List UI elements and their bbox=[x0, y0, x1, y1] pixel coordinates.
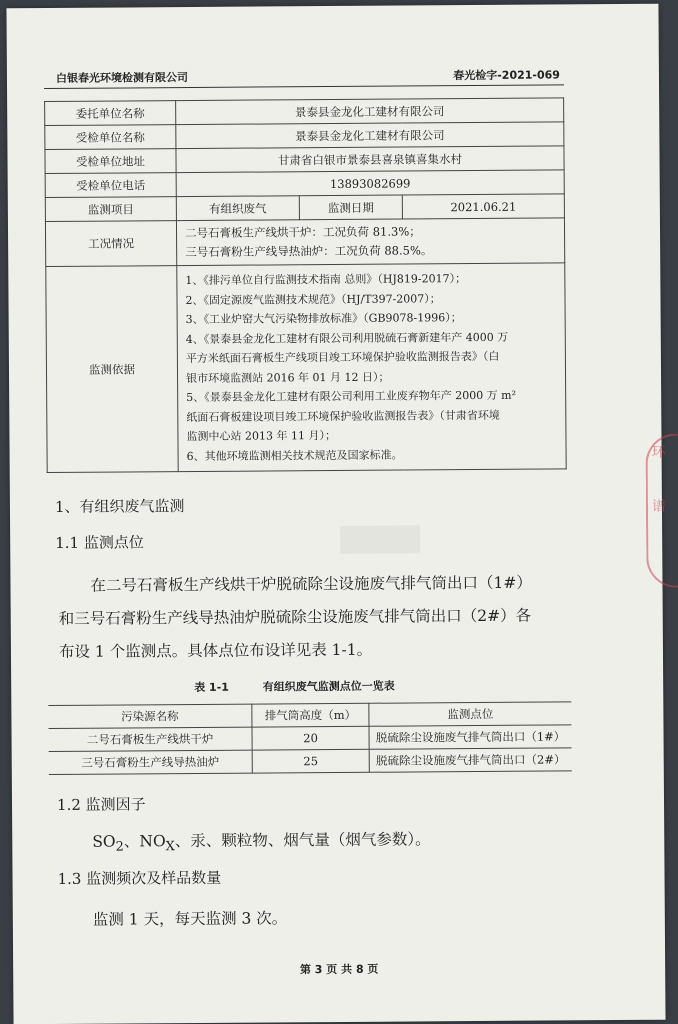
cell-source: 二号石膏板生产线烘干炉 bbox=[48, 727, 252, 751]
factors-rest: 、汞、颗粒物、烟气量（烟气参数）。 bbox=[174, 830, 431, 851]
condition-line: 三号石膏粉生产线导热油炉：工况负荷 88.5%。 bbox=[185, 243, 433, 260]
phone-value: 13893082699 bbox=[176, 170, 564, 197]
basis-line: 1、《排污单位自行监测技术指南 总则》（HJ819-2017）； bbox=[185, 272, 467, 288]
inspected-value: 景泰县金龙化工建材有限公司 bbox=[176, 122, 564, 149]
basis-line: 6、其他环境监测相关技术规范及国家标准。 bbox=[186, 448, 403, 463]
paragraph-line: 在二号石膏板生产线烘干炉脱硫除尘设施废气排气筒出口（1#） bbox=[90, 573, 532, 595]
monitoring-factors bbox=[92, 827, 430, 854]
condition-value bbox=[176, 218, 564, 266]
condition-line: 二号石膏板生产线烘干炉：工况负荷 81.3%； bbox=[184, 224, 421, 241]
section-1-1-title: 1.1 监测点位 bbox=[55, 533, 144, 552]
date-value: 2021.06.21 bbox=[402, 194, 564, 219]
paragraph-line: 和三号石膏粉生产线导热油炉脱硫除尘设施废气排气筒出口（2#）各 bbox=[58, 606, 532, 628]
date-label: 监测日期 bbox=[299, 195, 402, 220]
cell-point: 脱硫除尘设施废气排气筒出口（2#） bbox=[369, 748, 572, 772]
phone-label: 受检单位电话 bbox=[45, 173, 176, 198]
info-table bbox=[44, 97, 567, 473]
col-header-point: 监测点位 bbox=[369, 702, 572, 726]
nox-text: NO bbox=[139, 832, 166, 851]
company-name: 白银春光环境检测有限公司 bbox=[55, 71, 188, 85]
cell-source: 三号石膏粉生产线导热油炉 bbox=[49, 750, 253, 774]
address-label: 受检单位地址 bbox=[45, 149, 176, 174]
stamp-fragment: 环 bbox=[651, 444, 666, 461]
section-1-1-paragraph bbox=[58, 566, 564, 669]
address-value: 甘肃省白银市景泰县喜泉镇喜集水村 bbox=[176, 146, 564, 173]
separator: 、 bbox=[123, 832, 140, 851]
client-label: 委托单位名称 bbox=[45, 101, 176, 126]
table-row bbox=[49, 748, 572, 775]
basis-line: 4、《景泰县金龙化工建材有限公司利用脱硫石膏新建年产 4000 万 bbox=[185, 330, 509, 346]
basis-line: 平方米纸面石膏板生产线项目竣工环境保护验收监测报告表》（白 bbox=[185, 349, 500, 366]
item-value: 有组织废气 bbox=[176, 196, 299, 221]
paragraph-line: 布设 1 个监测点。具体点位布设详见表 1-1。 bbox=[58, 640, 373, 661]
so2-text: SO bbox=[92, 832, 116, 851]
basis-line: 2、《固定源废气监测技术规范》（HJ/T397-2007）； bbox=[185, 291, 441, 307]
document-page bbox=[6, 4, 665, 1024]
basis-value bbox=[177, 263, 566, 472]
section-1-2-title: 1.2 监测因子 bbox=[56, 795, 146, 814]
col-header-height: 排气筒高度（m） bbox=[252, 703, 369, 727]
stamp-fragment: 谱 bbox=[651, 498, 667, 515]
client-value: 景泰县金龙化工建材有限公司 bbox=[176, 98, 564, 125]
basis-line: 银市环境监测站 2016 年 01 月 12 日）； bbox=[186, 370, 390, 385]
section-1-3-title: 1.3 监测频次及样品数量 bbox=[57, 868, 222, 888]
condition-label: 工况情况 bbox=[45, 221, 176, 267]
basis-label: 监测依据 bbox=[46, 266, 178, 473]
inspected-label: 受检单位名称 bbox=[45, 125, 176, 150]
table-title: 有组织废气监测点位一览表 bbox=[262, 679, 395, 694]
monitoring-points-table bbox=[48, 701, 571, 775]
basis-line: 5、《景泰县金龙化工建材有限公司利用工业废弃物年产 2000 万 m² bbox=[186, 388, 517, 405]
section-1-title: 1、有组织废气监测 bbox=[54, 497, 185, 516]
basis-line: 纸面石膏板建设项目竣工环境保护验收监测报告表》（甘肃省环境 bbox=[186, 408, 500, 424]
table-number: 表 1-1 bbox=[194, 680, 229, 694]
report-number: 春光检字-2021-069 bbox=[453, 68, 560, 83]
basis-line: 监测中心站 2013 年 11 月）； bbox=[186, 428, 336, 444]
page-header bbox=[44, 60, 564, 89]
cell-point: 脱硫除尘设施废气排气筒出口（1#） bbox=[369, 725, 572, 749]
so2-subscript: 2 bbox=[115, 839, 124, 855]
basis-line: 3、《工业炉窑大气污染物排放标准》（GB9078-1996）； bbox=[185, 311, 462, 327]
monitoring-frequency: 监测 1 天，每天监测 3 次。 bbox=[92, 909, 288, 929]
item-label: 监测项目 bbox=[45, 197, 176, 222]
nox-subscript: X bbox=[165, 839, 175, 855]
cell-height: 20 bbox=[252, 726, 369, 750]
seal-stamp-edge bbox=[645, 434, 678, 588]
table-caption bbox=[194, 678, 395, 695]
cell-height: 25 bbox=[252, 749, 369, 773]
page-footer: 第 3 页 共 8 页 bbox=[299, 962, 379, 977]
bleed-through-mark bbox=[340, 525, 420, 554]
col-header-source: 污染源名称 bbox=[48, 704, 252, 728]
